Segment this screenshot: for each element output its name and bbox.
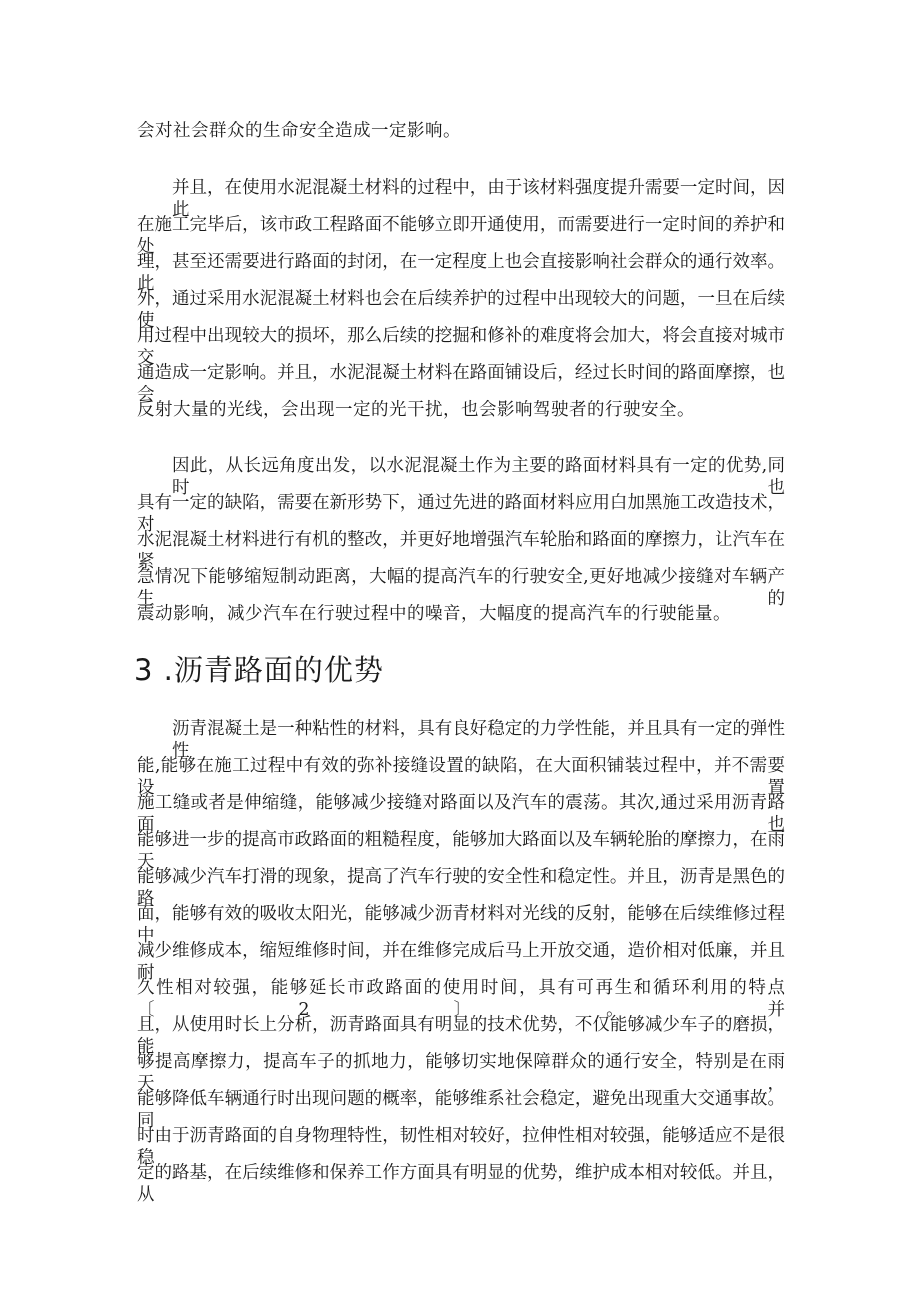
paragraph-4-line-4: 能够进一步的提高市政路面的粗糙程度，能够加大路面以及车辆轮胎的摩擦力，在雨天 <box>137 830 785 872</box>
paragraph-4-line-12: 时由于沥青路面的自身物理特性，韧性相对较好，拉伸性相对较强，能够适应不是很稳 <box>137 1126 785 1168</box>
section-heading: 3 .沥青路面的优势 <box>134 653 384 687</box>
paragraph-3-line-5: 震动影响，减少汽车在行驶过程中的噪音，大幅度的提高汽车的行驶能量。 <box>137 604 731 624</box>
paragraph-3-line-4: 急情况下能够缩短制动距离，大幅的提高汽车的行驶安全,更好地减少接缝对车辆产生的 <box>137 567 785 609</box>
paragraph-4-line-1: 沥青混凝土是一种粘性的材料，具有良好稳定的力学性能，并且具有一定的弹性性 <box>172 719 785 761</box>
paragraph-2-line-4: 外，通过采用水泥混凝土材料也会在后续养护的过程中出现较大的问题，一旦在后续使 <box>137 289 785 331</box>
paragraph-3-line-1: 因此，从长远角度出发，以水泥混凝土作为主要的路面材料具有一定的优势,同时也 <box>172 456 785 498</box>
paragraph-2-line-1: 并且，在使用水泥混凝土材料的过程中，由于该材料强度提升需要一定时间，因此 <box>172 178 785 220</box>
paragraph-4-line-6: 面，能够有效的吸收太阳光，能够减少沥青材料对光线的反射，能够在后续维修过程中 <box>137 904 785 946</box>
paragraph-4-line-7: 减少维修成本，缩短维修时间，并在维修完成后马上开放交通，造价相对低廉，并且耐 <box>137 941 785 983</box>
paragraph-1-line-1: 会对社会群众的生命安全造成一定影响。 <box>137 121 461 141</box>
paragraph-3-line-2: 具有一定的缺陷，需要在新形势下，通过先进的路面材料应用白加黑施工改造技术，对 <box>137 493 785 535</box>
paragraph-3-line-3: 水泥混凝土材料进行有机的整改，并更好地增强汽车轮胎和路面的摩擦力，让汽车在紧 <box>137 530 785 572</box>
paragraph-4-line-13: 定的路基，在后续维修和保养工作方面具有明显的优势，维护成本相对较低。并且，从 <box>137 1163 785 1205</box>
paragraph-4-line-5: 能够减少汽车打滑的现象，提高了汽车行驶的安全性和稳定性。并且，沥青是黑色的路 <box>137 867 785 909</box>
paragraph-2-line-5: 用过程中出现较大的损坏，那么后续的挖掘和修补的难度将会加大，将会直接对城市交 <box>137 326 785 368</box>
paragraph-2-line-6: 通造成一定影响。并且，水泥混凝土材料在路面铺设后，经过长时间的路面摩擦，也会 <box>137 363 785 405</box>
paragraph-4-line-3: 施工缝或者是伸缩缝，能够减少接缝对路面以及汽车的震荡。其次,通过采用沥青路面也 <box>137 793 785 835</box>
paragraph-4-line-11: 能够降低车辆通行时出现问题的概率，能够维系社会稳定，避免出现重大交通事故。同 <box>137 1089 785 1131</box>
paragraph-2-line-7: 反射大量的光线，会出现一定的光干扰，也会影响驾驶者的行驶安全。 <box>137 400 695 420</box>
paragraph-4-line-8: 久性相对较强，能够延长市政路面的使用时间，具有可再生和循环利用的特点〔2〕。并 <box>137 978 785 1020</box>
paragraph-2-line-2: 在施工完毕后，该市政工程路面不能够立即开通使用，而需要进行一定时间的养护和处 <box>137 215 785 257</box>
paragraph-4-line-9: 且，从使用时长上分析，沥青路面具有明显的技术优势，不仅能够减少车子的磨损，能 <box>137 1015 785 1057</box>
paragraph-4-line-2: 能,能够在施工过程中有效的弥补接缝设置的缺陷，在大面积铺装过程中，并不需要设置 <box>137 756 785 798</box>
paragraph-4-line-10: 够提高摩擦力，提高车子的抓地力，能够切实地保障群众的通行安全，特别是在雨天， <box>137 1052 785 1094</box>
paragraph-2-line-3: 理，甚至还需要进行路面的封闭，在一定程度上也会直接影响社会群众的通行效率。此 <box>137 252 785 294</box>
